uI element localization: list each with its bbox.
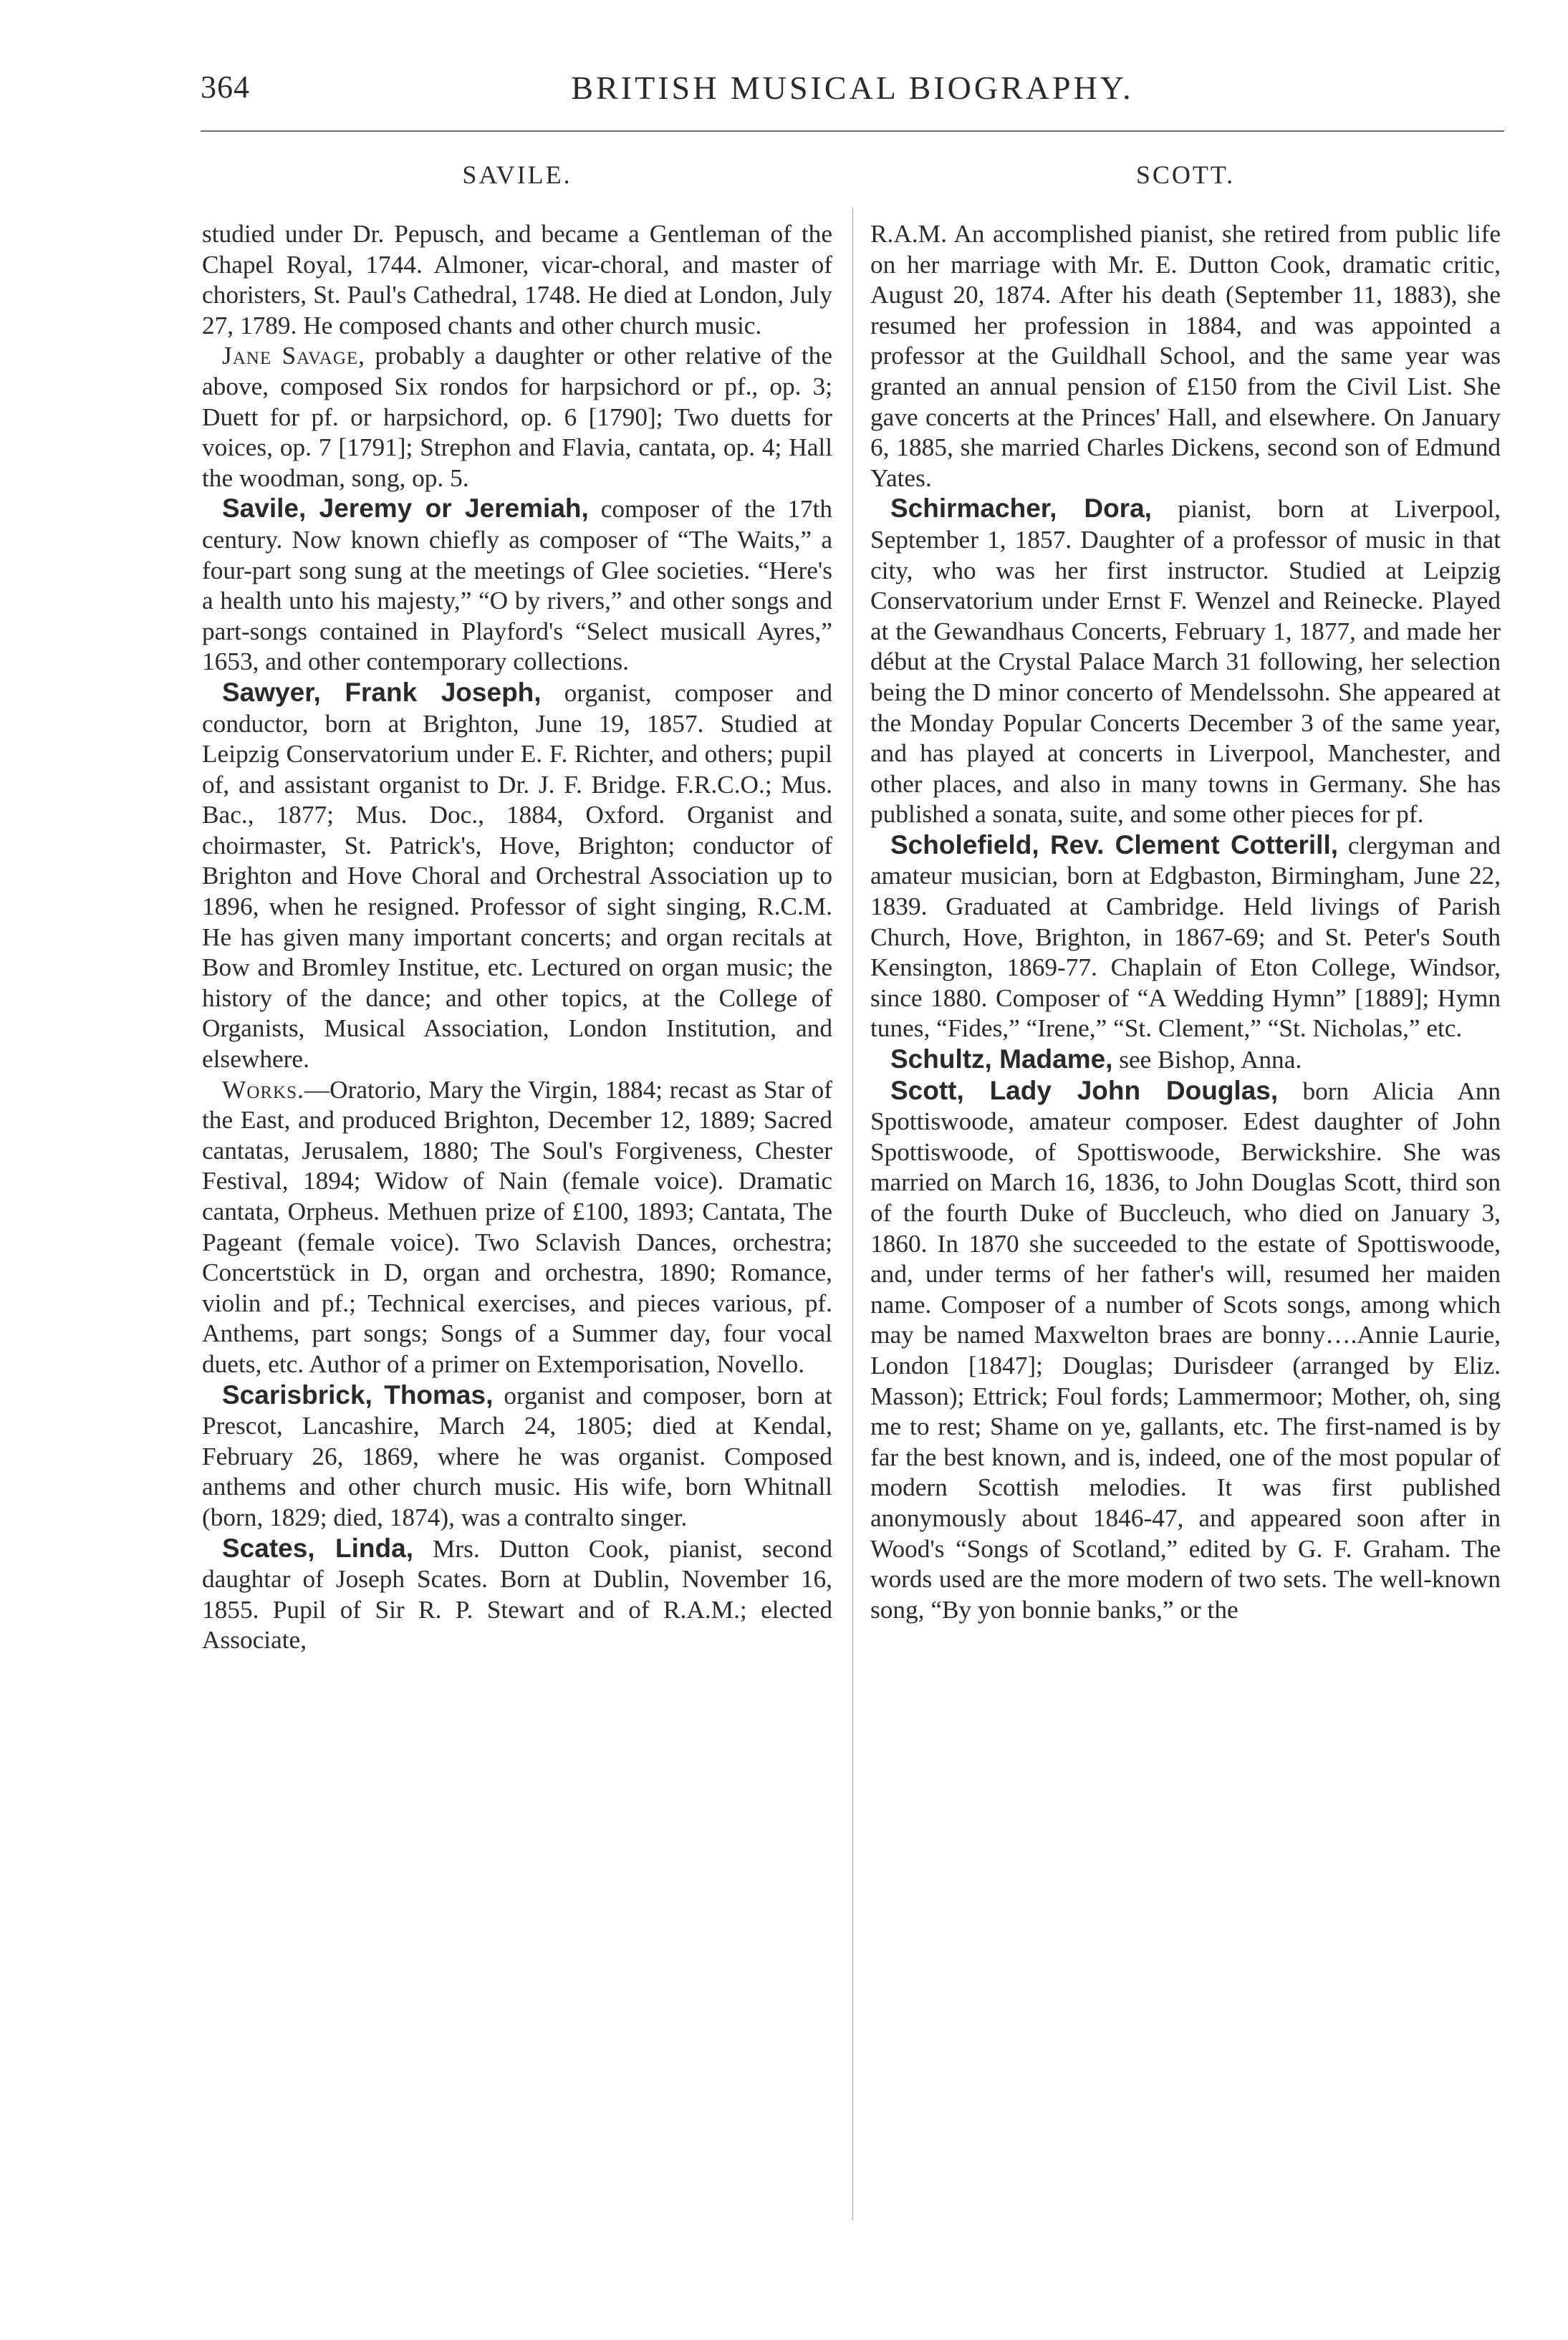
- entry-name: Scates, Linda,: [222, 1533, 413, 1563]
- page-number: 364: [201, 69, 250, 105]
- entry-text: studied under Dr. Pepusch, and became a Gentleman of the Chapel Royal, 1744. Almoner, vicar-choral, and master of choristers, St. Paul's Cathedral, 1748. He died at London, July 27, 1789. He composed chants and other church music.: [202, 220, 832, 340]
- page-header: [201, 69, 1504, 112]
- entry-schultz-madame: [870, 1044, 1501, 1076]
- note-jane-savage: [202, 341, 832, 493]
- entry-savile-jeremy: [202, 493, 832, 678]
- right-continuation-text: [870, 219, 1501, 493]
- entry-text: R.A.M. An accomplished pianist, she retired from public life on her marriage with Mr. E. Dutton Cook, dramatic critic, August 20, 1874. After his death (September 11, 1883), she resumed her profession in 1884, and was appointed a professor at the Guildhall School, and the same year was granted an annual pension of £150 from the Civil List. She gave concerts at the Princes' Hall, and elsewhere. On January 6, 1885, she married Charles Dickens, second son of Edmund Yates.: [870, 220, 1501, 492]
- entry-text: —Oratorio, Mary the Virgin, 1884; recast as Star of the East, and produced Brighton, December 12, 1889; Sacred cantatas, Jerusalem, 1880; The Soul's Forgiveness, Chester Festival, 1894; Widow of Nain (female voice). Dramatic cantata, Orpheus. Methuen prize of £100, 1893; Cantata, The Pageant (female voice). Two Sclavish Dances, orchestra; Concertstück in D, organ and orchestra, 1890; Romance, violin and pf.; Technical exercises, and pieces various, pf. Anthems, part songs; Songs of a Summer day, four vocal duets, etc. Author of a primer on Extemporisation, Novello.: [202, 1075, 832, 1378]
- entry-scates-linda: [202, 1533, 832, 1656]
- entry-text: Mrs. Dutton Cook, pianist, second daughtar of Joseph Scates. Born at Dublin, November 16, 1855. Pupil of Sir R. P. Stewart and of R.A.M.; elected Associate,: [202, 1534, 833, 1655]
- left-column: [202, 158, 832, 1656]
- running-title: BRITISH MUSICAL BIOGRAPHY.: [571, 69, 1134, 106]
- note-works: [202, 1075, 832, 1380]
- entry-name: Schultz, Madame,: [890, 1044, 1113, 1074]
- entry-text: probably a daughter or other relative of the above, composed Six rondos for harpsichord or pf., op. 3; Duett for pf. or harpsichord, op. 6 [1790]; Two duetts for voices, op. 7 [1791]; Strephon and Flavia, cantata, op. 4; Hall the woodman, song, op. 5.: [202, 342, 832, 492]
- entry-text: organist and composer, born at Prescot, Lancashire, March 24, 1805; died at Kendal, February 26, 1869, where he was organist. Composed anthems and other church music. His wife, born Whitnall (born, 1829; died, 1874), was a contralto singer.: [202, 1381, 832, 1531]
- entry-text: clergyman and amateur musician, born at Edgbaston, Birmingham, June 22, 1839. Graduated at Cambridge. Held livings of Parish Church, Hove, Brighton, in 1867-69; and St. Peter's South Kensington, 1869-77. Chaplain of Eton College, Windsor, since 1880. Composer of “A Wedding Hymn” [1889]; Hymn tunes, “Fides,” “Irene,” “St. Clement,” “St. Nicholas,” etc.: [870, 831, 1501, 1043]
- entry-text: composer of the 17th century. Now known chiefly as composer of “The Waits,” a four-part song sung at the meetings of Glee societies. “Here's a health unto his majesty,” “O by rivers,” and other songs and part-songs contained in Playford's “Select musicall Ayres,” 1653, and other contemporary collections.: [202, 495, 833, 676]
- entry-schirmacher-dora: [870, 493, 1501, 830]
- right-column-heading: SCOTT.: [1135, 160, 1236, 189]
- entry-text: organist, composer and conductor, born at Brighton, June 19, 1857. Studied at Leipzig Conservatorium under E. F. Richter, and others; pupil of, and assistant organist to Dr. J. F. Bridge. F.R.C.O.; Mus. Bac., 1877; Mus. Doc., 1884, Oxford. Organist and choirmaster, St. Patrick's, Hove, Brighton; conductor of Brighton and Hove Choral and Orchestral Association up to 1896, when he resigned. Professor of sight singing, R.C.M. He has given many important concerts; and organ recitals at Bow and Bromley Institue, etc. Lectured on organ music; the history of the dance; and other topics, at the College of Organists, Musical Association, London Institution, and elsewhere.: [202, 678, 833, 1074]
- entry-name: Scott, Lady John Douglas,: [890, 1075, 1279, 1105]
- note-lead: Jane Savage,: [222, 342, 365, 370]
- entry-name: Savile, Jeremy or Jeremiah,: [222, 493, 589, 524]
- entry-name: Scholefield, Rev. Clement Cotterill,: [890, 829, 1339, 860]
- left-column-heading: SAVILE.: [462, 160, 572, 189]
- left-continuation-text: [202, 219, 832, 341]
- entry-sawyer-frank-joseph: [202, 678, 832, 1075]
- entry-text: pianist, born at Liverpool, September 1, 1857. Daughter of a professor of music in that city, who was her first instructor. Studied at Leipzig Conservatorium under Ernst F. Wenzel and Reinecke. Played at the Gewandhaus Concerts, February 1, 1877, and made her début at the Crystal Palace March 31 following, her selection being the D minor concerto of Mendelssohn. She appeared at the Monday Popular Concerts December 3 of the same year, and has played at concerts in Liverpool, Manchester, and other places, and also in many towns in Germany. She has published a sonata, suite, and some other pieces for pf.: [870, 495, 1501, 829]
- header-rule: [201, 130, 1504, 132]
- entry-scarisbrick-thomas: [202, 1380, 832, 1533]
- note-lead: Works.: [222, 1075, 304, 1104]
- column-divider: [852, 208, 853, 2220]
- entry-scholefield-clement: [870, 830, 1501, 1044]
- entry-name: Scarisbrick, Thomas,: [222, 1380, 494, 1410]
- entry-text: born Alicia Ann Spottiswoode, amateur composer. Edest daughter of John Spottiswoode, of Spottiswoode, Berwickshire. She was married on March 16, 1836, to John Douglas Scott, third son of the fourth Duke of Buccleuch, who died on January 3, 1860. In 1870 she succeeded to the estate of Spottiswoode, and, under terms of her father's will, resumed her maiden name. Composer of a number of Scots songs, among which may be named Maxwelton braes are bonny….Annie Laurie, London [1847]; Douglas; Durisdeer (arranged by Eliz. Masson); Ettrick; Foul fords; Lammermoor; Mother, oh, sing me to rest; Shame on ye, gallants, etc. The first-named is by far the best known, and is, indeed, one of the most popular of modern Scottish melodies. It was first published anonymously about 1846-47, and appeared soon after in Wood's “Songs of Scotland,” edited by G. F. Graham. The words used are the more modern of two sets. The well-known song, “By yon bonnie banks,” or the: [870, 1077, 1501, 1624]
- entry-name: Sawyer, Frank Joseph,: [222, 677, 542, 707]
- entry-name: Schirmacher, Dora,: [890, 493, 1152, 524]
- entry-text: see Bishop, Anna.: [1112, 1046, 1302, 1074]
- entry-scott-lady-john-douglas: [870, 1076, 1501, 1626]
- right-column: [870, 158, 1501, 1625]
